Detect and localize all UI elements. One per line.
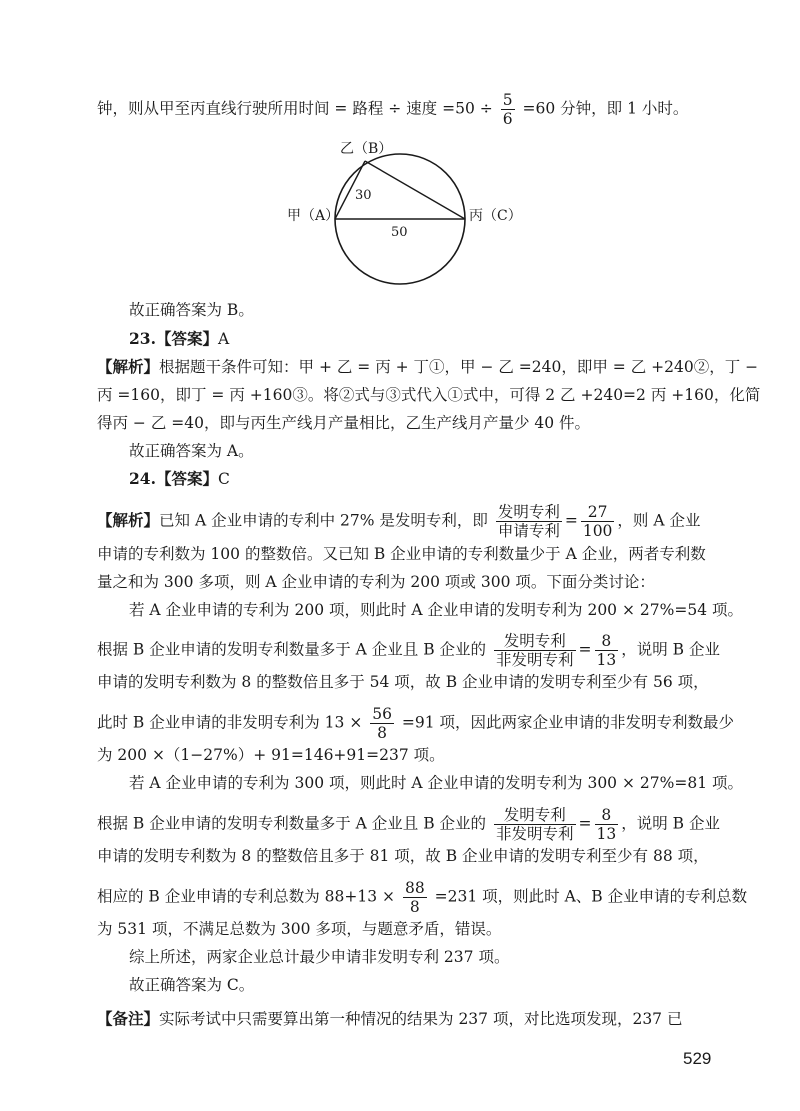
fraction-invention-over-noninvention: $\frac{\text{发明专利}}{\text{非发明专利}}$ — [495, 632, 574, 669]
case-200-line-3: 申请的发明专利数为 8 的整数倍且多于 54 项，故 B 企业申请的发明专利至少有 56 项， — [97, 673, 709, 691]
conclusion-23: 故正确答案为 A。 — [129, 442, 254, 460]
label-c: 丙（C） — [469, 208, 522, 224]
case-300-line-1: 若 A 企业申请的专利为 300 项，则此时 A 企业申请的发明专利为 300 × 27%=81 项。 — [129, 774, 743, 792]
case-300-line-3: 申请的发明专利数为 8 的整数倍且多于 81 项，故 B 企业申请的发明专利至少有 88 项， — [97, 847, 709, 865]
fraction-invention-over-applied: $\frac{\text{发明专利}}{\text{申请专利}}$ — [497, 503, 560, 540]
chord-bc — [365, 161, 465, 219]
fraction-invention-over-noninvention-2: $\frac{\text{发明专利}}{\text{非发明专利}}$ — [495, 806, 574, 843]
analysis-23-line-3: 得丙 − 乙 =40，即与丙生产线月产量相比，乙生产线月产量少 40 件。 — [97, 414, 591, 432]
note: 【备注】实际考试中只需要算出第一种情况的结果为 237 项，对比选项发现，237 已 — [97, 1009, 683, 1028]
fraction-8-13: $\frac{8}{13}$ — [596, 632, 617, 669]
length-ac: 50 — [391, 225, 408, 240]
text-line-2: 故正确答案为 B。 — [129, 301, 254, 319]
answer-23: 23.【答案】A — [129, 329, 230, 348]
circle-diagram — [280, 134, 540, 289]
case-300-line-4: 相应的 B 企业申请的专利总数为 88+13 × $\frac{88}{8}$ =231 项，则此时 A、B 企业申请的专利总数 — [97, 879, 748, 916]
fraction-88-8: $\frac{88}{8}$ — [404, 879, 425, 916]
case-300-line-2: 根据 B 企业申请的发明专利数量多于 A 企业且 B 企业的 $\frac{\text{发明专利}}{\text{非发明专利}}$ = $\frac{8}{13}$ ，说明 B 企业 — [97, 806, 720, 843]
analysis-23-line-2: 丙 =160，即丁 = 丙 +160③。将②式与③式代入①式中，可得 2 乙 +240=2 丙 +160，化简 — [97, 386, 761, 404]
case-200-line-1: 若 A 企业申请的专利为 200 项，则此时 A 企业申请的发明专利为 200 × 27%=54 项。 — [129, 601, 743, 619]
fraction-27-100: $\frac{27}{100}$ — [582, 503, 613, 540]
case-200-line-5: 为 200 ×（1−27%）+ 91=146+91=237 项。 — [97, 746, 445, 764]
analysis-24-line-2: 申请的专利数为 100 的整数倍。又已知 B 企业申请的专利数量少于 A 企业，两者专利数 — [97, 545, 706, 563]
text-line-1: 钟，则从甲至丙直线行驶所用时间 = 路程 ÷ 速度 =50 ÷ $\frac{5}{6}$ =60 分钟，即 1 小时。 — [97, 91, 689, 128]
analysis-23-line-1: 【解析】根据题干条件可知：甲 + 乙 = 丙 + 丁①，甲 − 乙 =240，即甲 = 乙 +240②，丁 − — [97, 357, 759, 376]
label-b: 乙（B） — [340, 141, 393, 157]
length-ab: 30 — [355, 188, 372, 203]
answer-24: 24.【答案】C — [129, 469, 230, 488]
analysis-24-line-3: 量之和为 300 多项，则 A 企业申请的专利为 200 项或 300 项。下面分类讨论： — [97, 573, 655, 591]
fraction-56-8: $\frac{56}{8}$ — [372, 705, 392, 742]
label-a: 甲（A） — [287, 208, 340, 224]
summary: 综上所述，两家企业总计最少申请非发明专利 237 项。 — [129, 948, 510, 966]
conclusion-24: 故正确答案为 C。 — [129, 976, 255, 994]
analysis-24-line-1: 【解析】已知 A 企业申请的专利中 27% 是发明专利，即 $\frac{\text{发明专利}}{\text{申请专利}}$ = $\frac{27}{100}$ ，则 A 企业 — [97, 503, 701, 540]
fraction-5-6: $\frac{5}{6}$ — [502, 91, 513, 128]
page-number: 529 — [683, 1049, 712, 1068]
case-200-line-2: 根据 B 企业申请的发明专利数量多于 A 企业且 B 企业的 $\frac{\text{发明专利}}{\text{非发明专利}}$ = $\frac{8}{13}$ ，说明 B 企业 — [97, 632, 720, 669]
case-200-line-4: 此时 B 企业申请的非发明专利为 13 × $\frac{56}{8}$ =91 项，因此两家企业申请的非发明专利数最少 — [97, 705, 735, 742]
case-300-line-5: 为 531 项，不满足总数为 300 多项，与题意矛盾，错误。 — [97, 920, 502, 938]
fraction-8-13-2: $\frac{8}{13}$ — [596, 806, 617, 843]
